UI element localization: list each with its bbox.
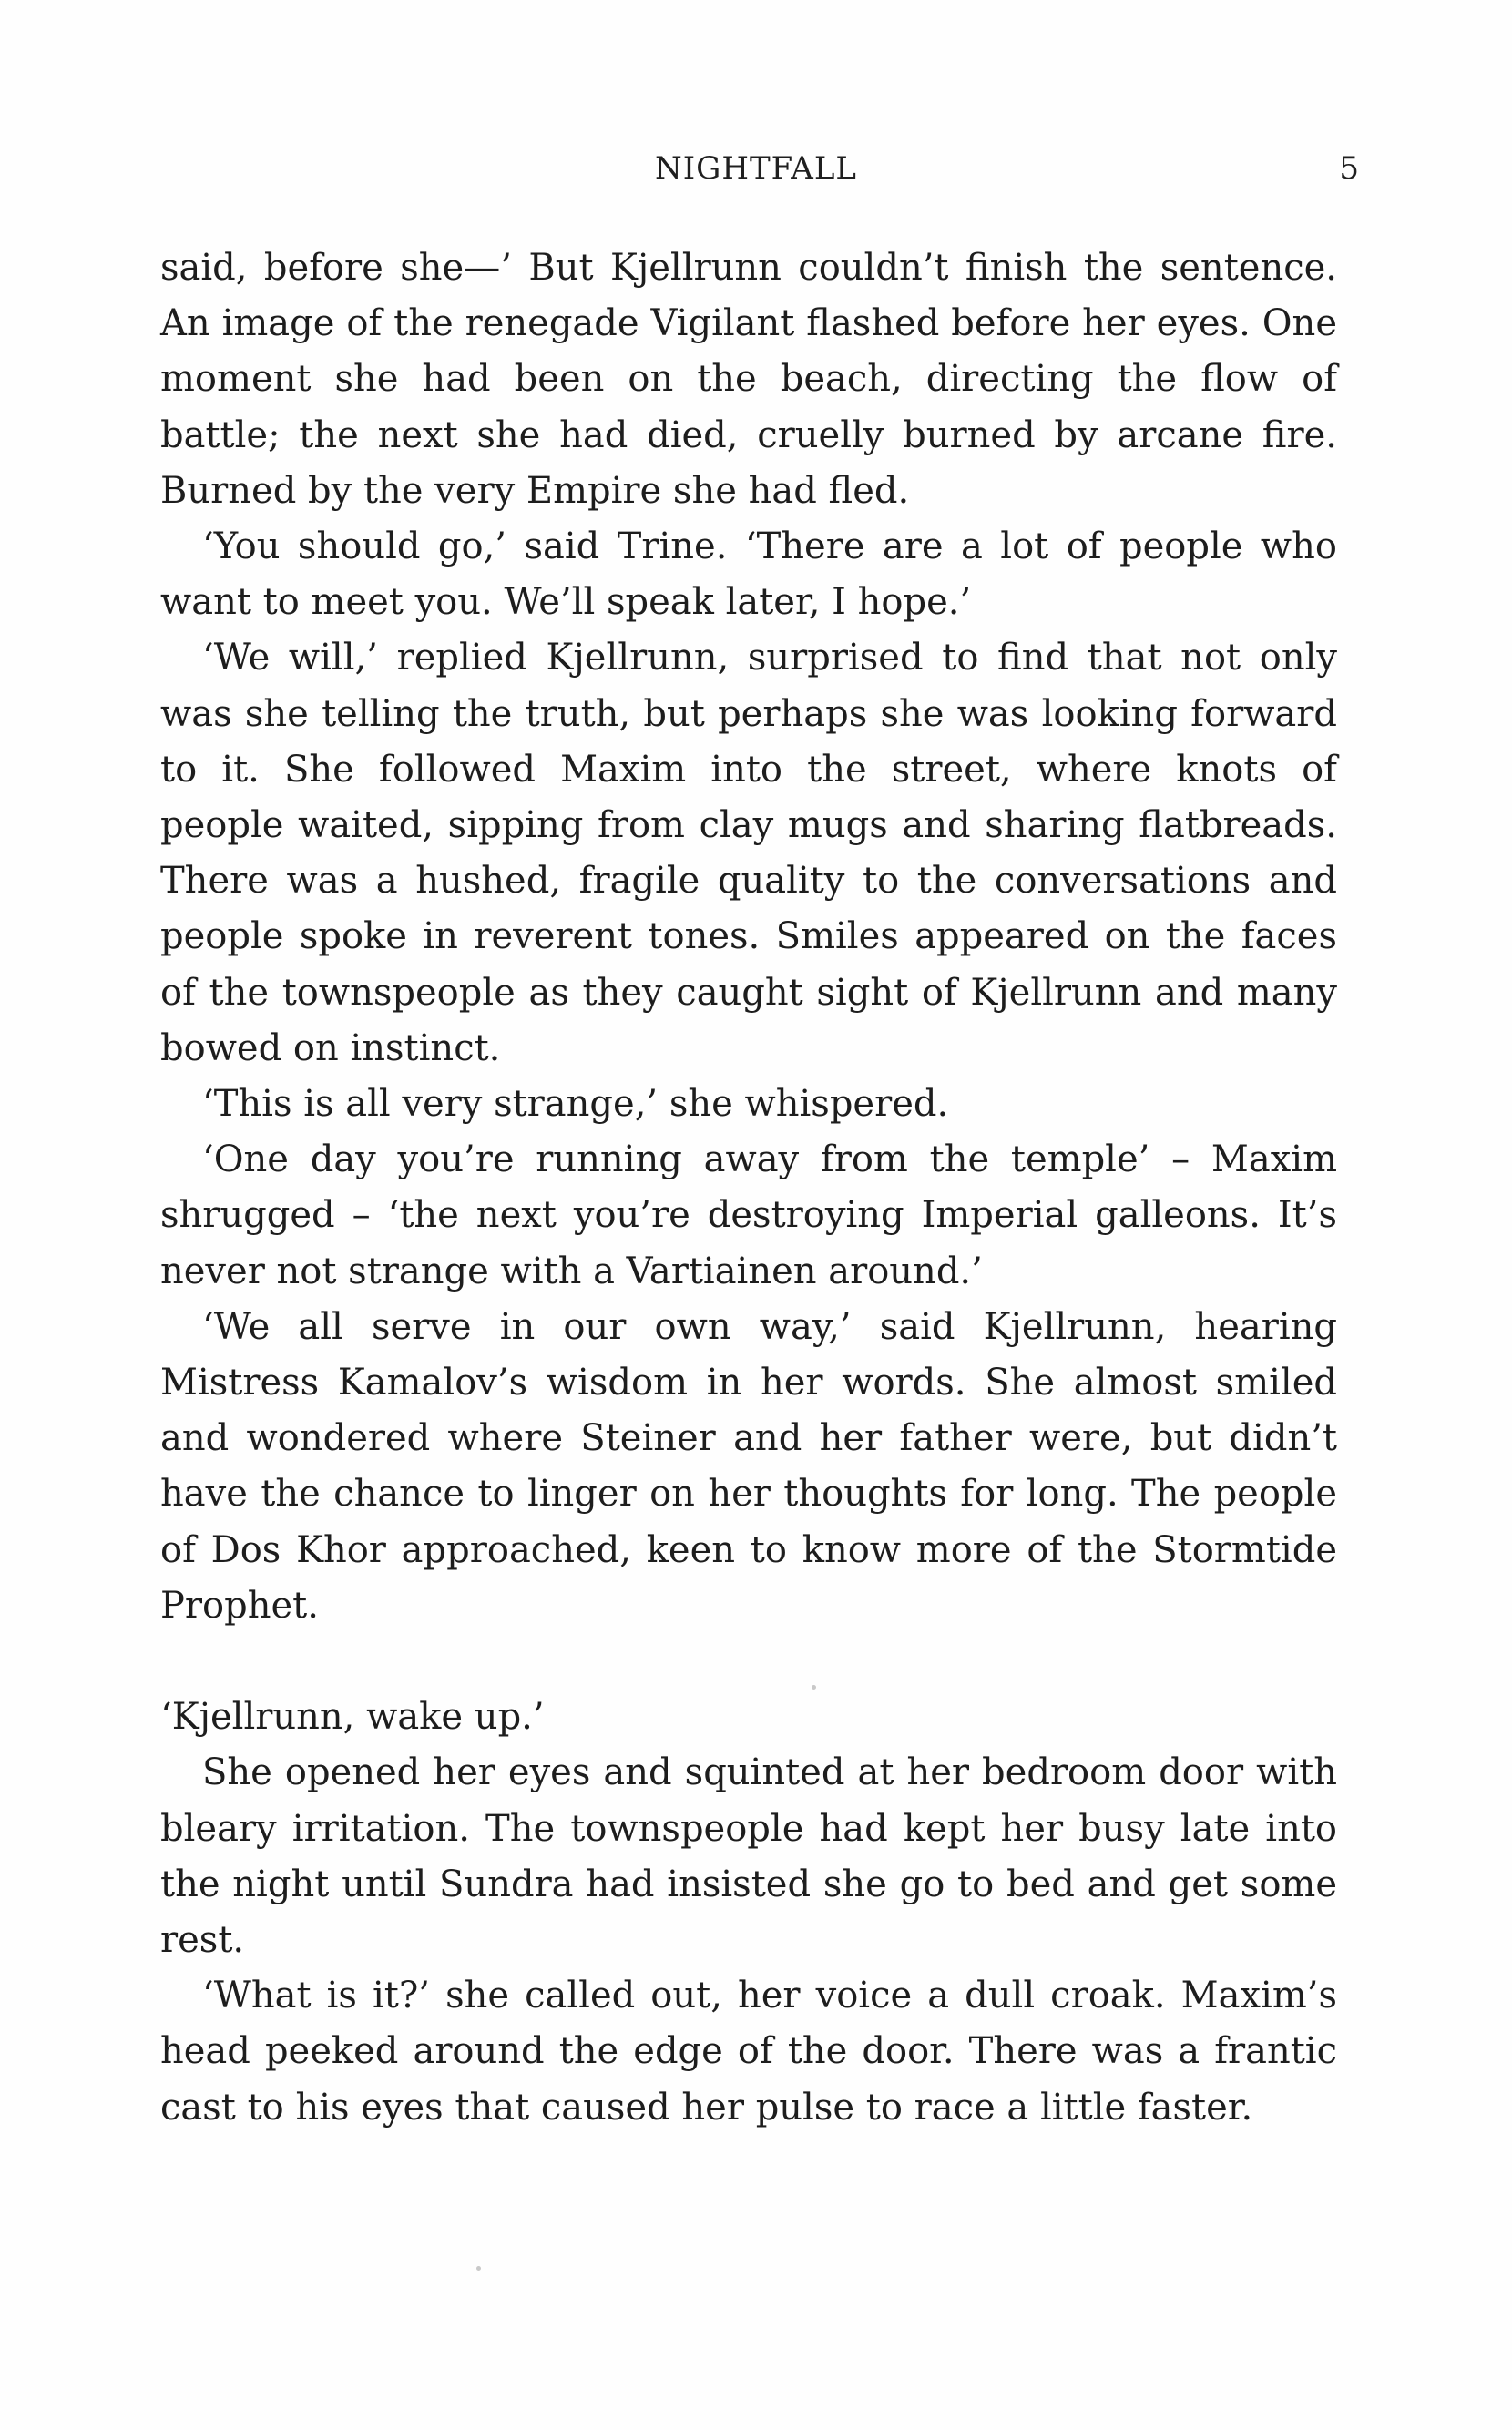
paragraph: ‘This is all very strange,’ she whispered. <box>202 1083 949 1126</box>
paragraph: ‘You should go,’ said Trine. ‘There are a lot of people who want to meet you. We’ll speak later, I hope.’ <box>160 526 1337 624</box>
paragraph: ‘Kjellrunn, wake up.’ <box>160 1696 545 1739</box>
paragraph: She opened her eyes and squinted at her bedroom door with bleary irritation. The townspeople had kept her busy late into the night until Sundra had insisted she go to bed and get some rest. <box>160 1751 1337 1962</box>
paper-speck <box>812 1685 816 1690</box>
paragraph: ‘We all serve in our own way,’ said Kjellrunn, hearing Mistress Kamalov’s wisdom in her words. She almost smiled and wondered where Steiner and her father were, but didn’t have the chance to linger on her thoughts for long. The people of Dos Khor approached, keen to know more of the Stormtide Prophet. <box>160 1305 1337 1627</box>
paragraph: ‘One day you’re running away from the temple’ – Maxim shrugged – ‘the next you’re destroying Imperial galleons. It’s never not strange with a Vartiainen around.’ <box>160 1138 1337 1292</box>
paper-speck <box>476 2266 481 2271</box>
paragraph: ‘What is it?’ she called out, her voice a dull croak. Maxim’s head peeked around the edge of the door. There was a frantic cast to his eyes that caused her pulse to race a little faster. <box>160 1975 1337 2129</box>
paragraph: said, before she—’ But Kjellrunn couldn’t finish the sentence. An image of the renegade Vigilant flashed before her eyes. One moment she had been on the beach, directing the flow of battle; the next she had died, cruelly burned by arcane fire. Burned by the very Empire she had fled. <box>160 247 1337 512</box>
page-number: 5 <box>1339 150 1359 187</box>
section-break <box>160 1634 1337 1690</box>
body-text <box>160 240 1337 2136</box>
chapter-title: NIGHTFALL <box>654 150 857 187</box>
running-header <box>0 146 1512 191</box>
paragraph: ‘We will,’ replied Kjellrunn, surprised to find that not only was she telling the truth, but perhaps she was looking forward to it. She followed Maxim into the street, where knots of people waited, sipping from clay mugs and sharing flatbreads. There was a hushed, fragile quality to the conversations and people spoke in reverent tones. Smiles appeared on the faces of the townspeople as they caught sight of Kjellrunn and many bowed on instinct. <box>160 637 1337 1069</box>
